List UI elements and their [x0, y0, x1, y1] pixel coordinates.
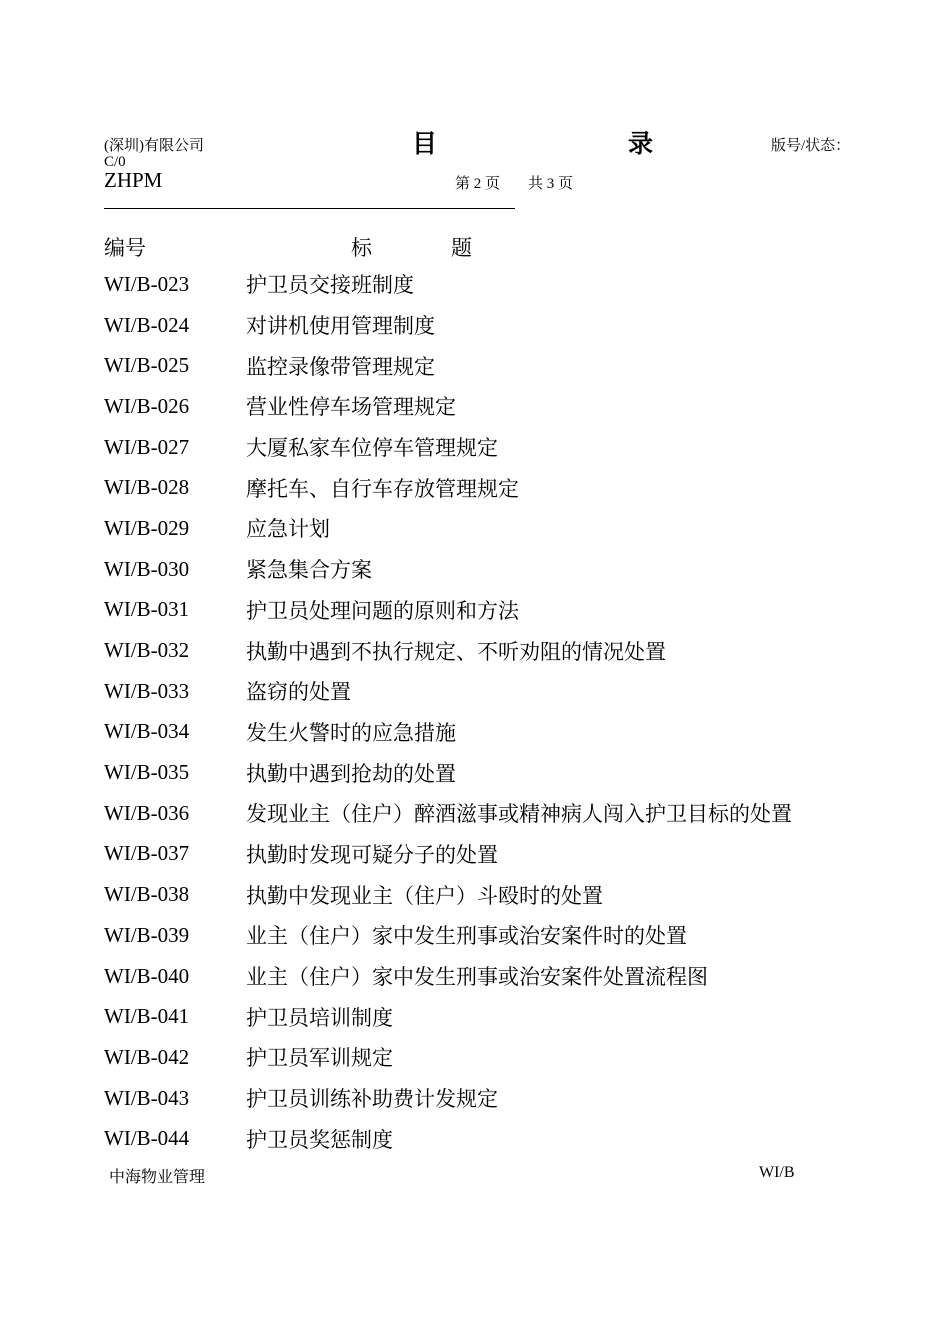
- toc-code: WI/B-023: [104, 271, 190, 296]
- toc-list: [104, 264, 904, 1159]
- toc-code: WI/B-043: [104, 1085, 190, 1110]
- company-name: (深圳)有限公司: [104, 138, 204, 154]
- toc-title: 大厦私家车位停车管理规定: [246, 436, 498, 461]
- toc-title: 应急计划: [246, 517, 330, 542]
- toc-title: 盗窃的处置: [246, 680, 351, 705]
- toc-row: [104, 671, 904, 712]
- toc-title: 护卫员军训规定: [246, 1046, 393, 1071]
- toc-row: [104, 956, 904, 997]
- toc-code: WI/B-039: [104, 922, 190, 947]
- toc-row: [104, 1078, 904, 1119]
- column-header-code: 编号: [104, 236, 146, 260]
- column-header-title-char-1: 标: [351, 236, 372, 260]
- toc-code: WI/B-026: [104, 393, 190, 418]
- page-count: 共 3 页: [528, 176, 574, 192]
- toc-code: WI/B-024: [104, 312, 190, 337]
- toc-code: WI/B-037: [104, 841, 190, 866]
- toc-row: [104, 874, 904, 915]
- toc-title: 摩托车、自行车存放管理规定: [246, 476, 519, 501]
- toc-title: 业主（住户）家中发生刑事或治安案件处置流程图: [246, 965, 708, 990]
- toc-row: [104, 915, 904, 956]
- toc-code: WI/B-041: [104, 1004, 190, 1029]
- toc-title: 发生火警时的应急措施: [246, 720, 456, 745]
- toc-code: WI/B-028: [104, 475, 190, 500]
- toc-title: 护卫员训练补助费计发规定: [246, 1087, 498, 1112]
- toc-title: 监控录像带管理规定: [246, 354, 435, 379]
- toc-code: WI/B-031: [104, 597, 190, 622]
- toc-row: [104, 427, 904, 468]
- toc-code: WI/B-025: [104, 353, 190, 378]
- toc-row: [104, 508, 904, 549]
- toc-code: WI/B-029: [104, 515, 190, 540]
- toc-row: [104, 752, 904, 793]
- toc-title: 执勤中发现业主（住户）斗殴时的处置: [246, 883, 603, 908]
- toc-row: [104, 1037, 904, 1078]
- toc-title: 护卫员处理问题的原则和方法: [246, 598, 519, 623]
- toc-code: WI/B-033: [104, 678, 190, 703]
- toc-title: 执勤时发现可疑分子的处置: [246, 842, 498, 867]
- page-number: 第 2 页: [455, 176, 501, 192]
- toc-row: [104, 305, 904, 346]
- toc-code: WI/B-035: [104, 760, 190, 785]
- header-divider: [104, 208, 515, 209]
- toc-code: WI/B-032: [104, 638, 190, 663]
- toc-row: [104, 834, 904, 875]
- toc-row: [104, 1118, 904, 1159]
- toc-row: [104, 590, 904, 631]
- footer-doc-code: WI/B: [759, 1164, 795, 1181]
- toc-title: 对讲机使用管理制度: [246, 314, 435, 339]
- toc-code: WI/B-036: [104, 800, 190, 825]
- toc-row: [104, 386, 904, 427]
- toc-row: [104, 467, 904, 508]
- toc-row: [104, 712, 904, 753]
- toc-code: WI/B-044: [104, 1126, 190, 1151]
- org-code: ZHPM: [104, 168, 163, 192]
- toc-row: [104, 549, 904, 590]
- toc-title: 护卫员奖惩制度: [246, 1127, 393, 1152]
- version-status-label: 版号/状态：: [771, 138, 851, 154]
- toc-row: [104, 630, 904, 671]
- toc-code: WI/B-034: [104, 719, 190, 744]
- toc-code: WI/B-030: [104, 556, 190, 581]
- toc-row: [104, 996, 904, 1037]
- page-title-char-1: 目: [412, 131, 438, 158]
- footer-company: 中海物业管理: [109, 1169, 206, 1186]
- version-status-value: C/0: [104, 154, 126, 170]
- toc-code: WI/B-042: [104, 1044, 190, 1069]
- toc-code: WI/B-038: [104, 882, 190, 907]
- toc-row: [104, 264, 904, 305]
- toc-title: 业主（住户）家中发生刑事或治安案件时的处置: [246, 924, 687, 949]
- toc-title: 紧急集合方案: [246, 558, 372, 583]
- toc-row: [104, 345, 904, 386]
- toc-code: WI/B-040: [104, 963, 190, 988]
- toc-row: [104, 793, 904, 834]
- toc-title: 执勤中遇到抢劫的处置: [246, 761, 456, 786]
- toc-title: 护卫员交接班制度: [246, 273, 414, 298]
- toc-title: 营业性停车场管理规定: [246, 395, 456, 420]
- page-title-char-2: 录: [628, 131, 654, 158]
- toc-title: 护卫员培训制度: [246, 1005, 393, 1030]
- toc-code: WI/B-027: [104, 434, 190, 459]
- toc-title: 发现业主（住户）醉酒滋事或精神病人闯入护卫目标的处置: [246, 802, 792, 827]
- column-header-title-char-2: 题: [451, 236, 472, 260]
- toc-title: 执勤中遇到不执行规定、不听劝阻的情况处置: [246, 639, 666, 664]
